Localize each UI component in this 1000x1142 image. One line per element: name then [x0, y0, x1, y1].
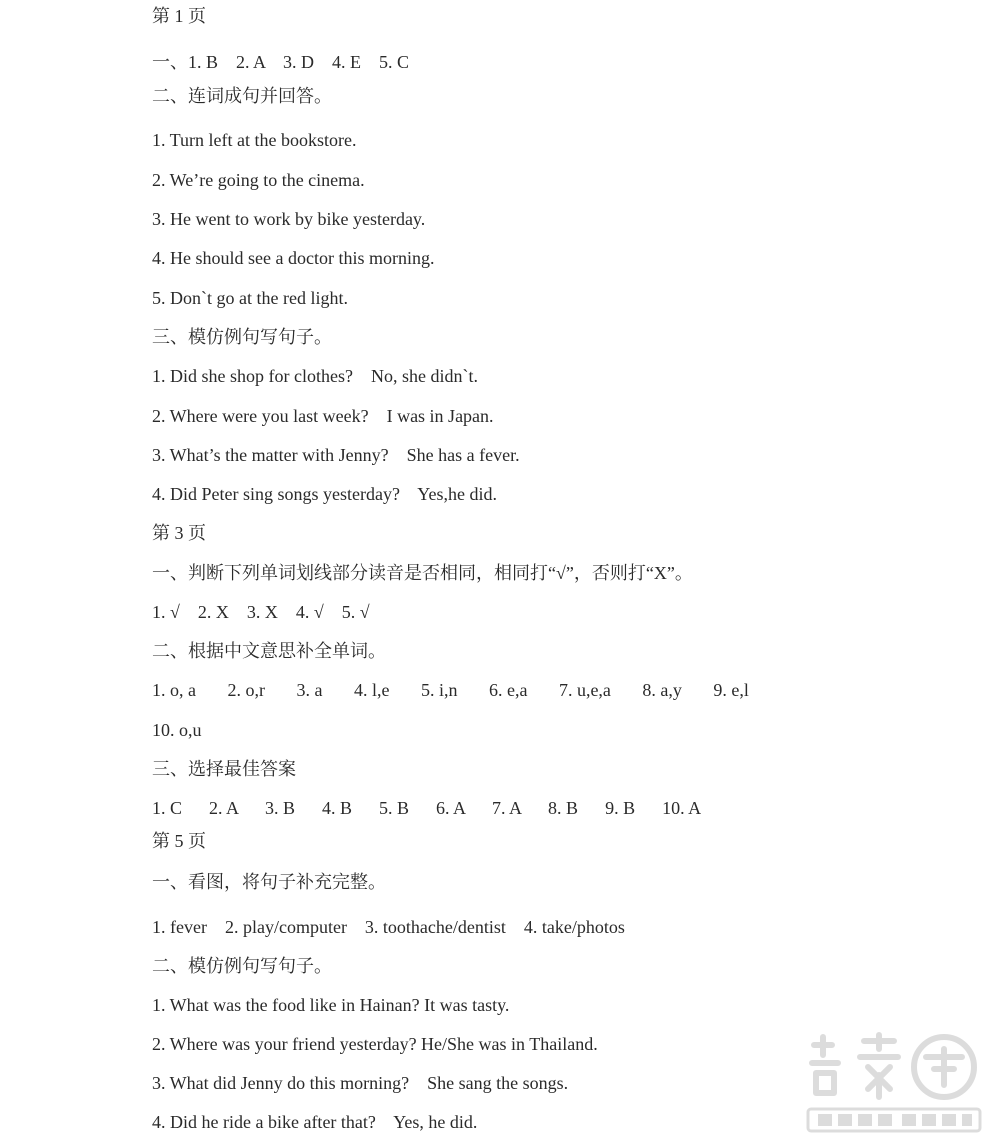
watermark — [794, 1027, 994, 1137]
answer-line: 4. Did Peter sing songs yesterday? Yes,he did. — [152, 484, 497, 504]
answer-line: 1. o, a 2. o,r 3. a 4. l,e 5. i,n 6. e,a 7. u,e,a 8. a,y 9. e,l — [152, 680, 749, 700]
question-heading: 二、连词成句并回答。 — [152, 86, 332, 106]
answer-line: 10. o,u — [152, 720, 202, 740]
answer-line: 3. What did Jenny do this morning? She sang the songs. — [152, 1073, 569, 1093]
answer-line: 5. Don`t go at the red light. — [152, 288, 348, 308]
question-heading: 一、判断下列单词划线部分读音是否相同，相同打“√”，否则打“X”。 — [152, 563, 693, 583]
page-heading: 第 3 页 — [152, 523, 206, 543]
question-heading: 一、看图，将句子补充完整。 — [152, 872, 386, 892]
page-heading: 第 1 页 — [152, 6, 206, 26]
answer-line: 4. He should see a doctor this morning. — [152, 248, 435, 268]
page-heading: 第 5 页 — [152, 831, 206, 851]
question-heading: 三、模仿例句写句子。 — [152, 327, 332, 347]
answer-line: 4. Did he ride a bike after that? Yes, he did. — [152, 1112, 478, 1132]
question-heading: 三、选择最佳答案 — [152, 759, 296, 779]
answer-line: 1. Turn left at the bookstore. — [152, 130, 357, 150]
answer-book-logo-icon — [794, 1027, 994, 1137]
answer-line: 3. What’s the matter with Jenny? She has a fever. — [152, 445, 520, 465]
question-heading: 二、模仿例句写句子。 — [152, 956, 332, 976]
answer-line: 1. fever 2. play/computer 3. toothache/dentist 4. take/photos — [152, 917, 625, 937]
question-heading: 二、根据中文意思补全单词。 — [152, 641, 386, 661]
answer-line: 1. √ 2. X 3. X 4. √ 5. √ — [152, 602, 370, 622]
answer-line: 一、1. B 2. A 3. D 4. E 5. C — [152, 52, 410, 72]
answer-line: 1. C 2. A 3. B 4. B 5. B 6. A 7. A 8. B 9. B 10. A — [152, 798, 702, 818]
answer-line: 2. Where was your friend yesterday? He/She was in Thailand. — [152, 1034, 598, 1054]
answer-line: 1. What was the food like in Hainan? It was tasty. — [152, 995, 510, 1015]
answer-line: 3. He went to work by bike yesterday. — [152, 209, 426, 229]
answer-line: 1. Did she shop for clothes? No, she didn`t. — [152, 366, 478, 386]
answer-line: 2. We’re going to the cinema. — [152, 170, 365, 190]
answer-line: 2. Where were you last week? I was in Japan. — [152, 406, 494, 426]
